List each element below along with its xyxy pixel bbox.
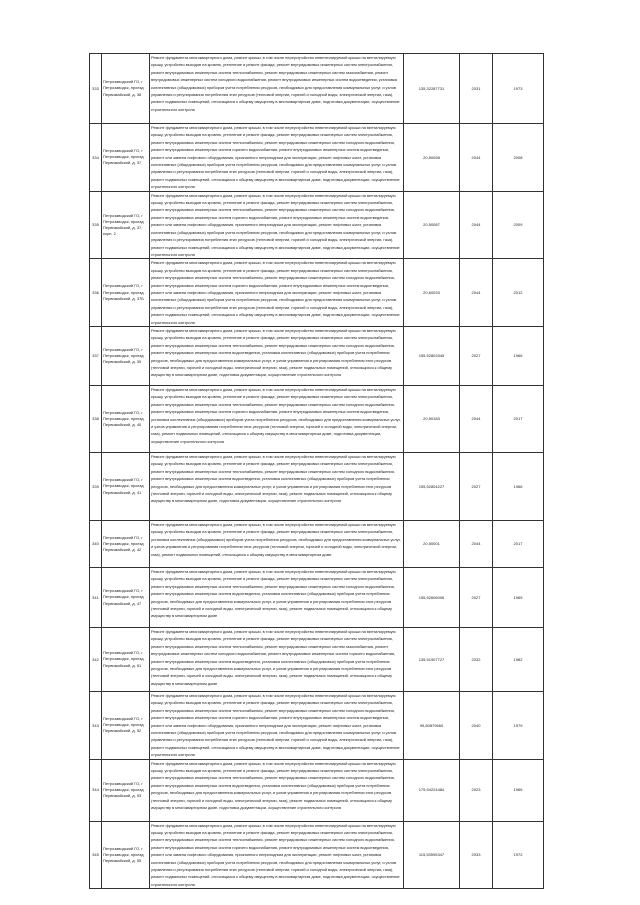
row-number-cell: 339 xyxy=(90,452,102,520)
work-list-cell: Ремонт фундамента многоквартирного дома, ремонт крыши, в том числе переустройство невентилируемой крыши на вентилируемую крышу, устройство выходов на кровлю, утепление и ремонт фасада, ремонт внутридомовых инженерных систем электроснабжения, ремонт внутридомовых инженерных систем теплоснабжения, ремонт внутридомовых инженерных систем холодного водоснабжения, ремонт внутридомовых инженерных систем водоотведения, установка коллективных (общедомовых) приборов учета потребления ресурсов, необходимых для предоставления коммунальных услуг, и узлов управления и регулирования потребления этих ресурсов (тепловой энергии, горячей и холодной воды, электрической энергии, газа), ремонт подвальных помещений, относящихся к общему имуществу в многоквартирном доме, подготовка документации, осуществление строительного контроля xyxy=(150,452,404,520)
row-number-cell: 343 xyxy=(90,691,102,759)
cost-value-cell: 95,80879660 xyxy=(404,691,460,759)
cost-value-cell: 20,50087 xyxy=(404,191,460,259)
built-year-cell: 1966 xyxy=(493,759,544,821)
address-cell: Петрозаводский ГО, г Петрозаводск, проезд Первомайский, д. 39 xyxy=(102,326,150,385)
work-list-cell: Ремонт фундамента многоквартирного дома, ремонт крыши, в том числе переустройство невентилируемой крыши на вентилируемую крышу, устройство выходов на кровлю, утепление и ремонт фасада, ремонт внутридомовых инженерных систем электроснабжения, ремонт внутридомовых инженерных систем теплоснабжения, ремонт внутридомовых инженерных систем холодного водоснабжения, ремонт внутридомовых инженерных систем горячего водоснабжения, ремонт внутридомовых инженерных систем водоотведения, ремонт или замена лифтового оборудования, признанного непригодным для эксплуатации, ремонт лифтовых шахт, установка коллективных (общедомовых) приборов учета потребления ресурсов, необходимых для предоставления коммунальных услуг, и узлов управления и регулирования потребления этих ресурсов (тепловой энергии, горячей и холодной воды, электрической энергии, газа), ремонт подвальных помещений, относящихся к общему имуществу в многоквартирном доме, подготовка документации, осуществление строительного контроля xyxy=(150,259,404,327)
work-list-cell: Ремонт фундамента многоквартирного дома, ремонт крыши, в том числе переустройство невентилируемой крыши на вентилируемую крышу, устройство выходов на кровлю, утепление и ремонт фасада, ремонт внутридомовых инженерных систем электроснабжения, ремонт внутридомовых инженерных систем теплоснабжения, ремонт внутридомовых инженерных систем холодного водоснабжения, ремонт внутридомовых инженерных систем горячего водоснабжения, ремонт внутридомовых инженерных систем водоотведения, ремонт или замена лифтового оборудования, признанного непригодным для эксплуатации, ремонт лифтовых шахт, установка коллективных (общедомовых) приборов учета потребления ресурсов, необходимых для предоставления коммунальных услуг, и узлов управления и регулирования потребления этих ресурсов (тепловой энергии, горячей и холодной воды, электрической энергии, газа), ремонт подвальных помещений, относящихся к общему имуществу в многоквартирном доме, подготовка документации, осуществление строительного контроля xyxy=(150,821,404,889)
built-year-cell: 2017 xyxy=(493,385,544,452)
cost-value-cell: 175,54224484 xyxy=(404,759,460,821)
cost-value-cell: 20,50058 xyxy=(404,124,460,192)
built-year-cell: 2008 xyxy=(493,124,544,192)
address-cell: Петрозаводский ГО, г Петрозаводск, проезд Первомайский, д. 55 xyxy=(102,821,150,889)
work-list-cell: Ремонт фундамента многоквартирного дома, ремонт крыши, в том числе переустройство невентилируемой крыши на вентилируемую крышу, устройство выходов на кровлю, утепление и ремонт фасада, ремонт внутридомовых инженерных систем электроснабжения, ремонт внутридомовых инженерных систем теплоснабжения, ремонт внутридомовых инженерных систем холодного водоснабжения, ремонт внутридомовых инженерных систем водоотведения, установка коллективных (общедомовых) приборов учета потребления ресурсов, необходимых для предоставления коммунальных услуг, и узлов управления и регулирования потребления этих ресурсов (тепловой энергии, горячей и холодной воды, электрической энергии, газа), ремонт подвальных помещений, относящихся к общему имуществу в многоквартирном доме xyxy=(150,567,404,627)
built-year-cell: 1982 xyxy=(493,627,544,691)
address-cell: Петрозаводский ГО, г Петрозаводск, проезд Первомайский, д. 52 xyxy=(102,691,150,759)
cost-value-cell: 20,50183 xyxy=(404,385,460,452)
built-year-cell: 1979 xyxy=(493,691,544,759)
work-list-cell: Ремонт фундамента многоквартирного дома, ремонт крыши, в том числе переустройство невентилируемой крыши на вентилируемую крышу, устройство выходов на кровлю, утепление и ремонт фасада, ремонт внутридомовых инженерных систем электроснабжения, ремонт внутридомовых инженерных систем теплоснабжения, ремонт внутридомовых инженерных систем холодного водоснабжения, ремонт внутридомовых инженерных систем горячего водоснабжения, ремонт внутридомовых инженерных систем водоотведения, установка коллективных (общедомовых) приборов учета потребления ресурсов, необходимых для предоставления коммунальных услуг, и узлов управления и регулирования потребления этих ресурсов (тепловой энергии, горячей и холодной воды, электрической энергии, газа), ремонт подвальных помещений, относящихся к общему имуществу в многоквартирном доме, подготовка документации, осуществление строительного контроля xyxy=(150,385,404,452)
table-row xyxy=(90,520,544,567)
cost-value-cell: 20,60033 xyxy=(404,259,460,327)
table-row xyxy=(90,759,544,821)
table-row xyxy=(90,259,544,327)
table-row xyxy=(90,191,544,259)
cost-value-cell: 115,53595347 xyxy=(404,821,460,889)
planned-year-cell: 2027 xyxy=(460,452,493,520)
built-year-cell: 1973 xyxy=(493,54,544,124)
table-row xyxy=(90,124,544,192)
table-row xyxy=(90,54,544,124)
work-list-cell: Ремонт фундамента многоквартирного дома, ремонт крыши, в том числе переустройство невентилируемой крыши на вентилируемую крышу, устройство выходов на кровлю, утепление и ремонт фасада, ремонт внутридомовых инженерных систем электроснабжения, ремонт внутридомовых инженерных систем теплоснабжения, ремонт внутридомовых инженерных систем холодного водоснабжения, ремонт внутридомовых инженерных систем горячего водоснабжения, ремонт внутридомовых инженерных систем водоотведения, ремонт или замена лифтового оборудования, признанного непригодным для эксплуатации, ремонт лифтовых шахт, установка коллективных (общедомовых) приборов учета потребления ресурсов, необходимых для предоставления коммунальных услуг, и узлов управления и регулирования потребления этих ресурсов (тепловой энергии, горячей и холодной воды, электрической энергии, газа), ремонт подвальных помещений, относящихся к общему имуществу в многоквартирном доме, подготовка документации, осуществление строительного контроля xyxy=(150,691,404,759)
address-cell: Петрозаводский ГО, г Петрозаводск, проезд Первомайский, д. 41 xyxy=(102,452,150,520)
built-year-cell: 1966 xyxy=(493,452,544,520)
planned-year-cell: 2023 xyxy=(460,759,493,821)
address-cell: Петрозаводский ГО, г Петрозаводск, проезд Первомайский, д. 37 xyxy=(102,124,150,192)
table-row xyxy=(90,821,544,889)
row-number-cell: 345 xyxy=(90,821,102,889)
planned-year-cell: 2044 xyxy=(460,191,493,259)
work-list-cell: Ремонт фундамента многоквартирного дома, ремонт крыши, в том числе переустройство невентилируемой крыши на вентилируемую крышу, устройство выходов на кровлю, утепление и ремонт фасада, ремонт внутридомовых инженерных систем электроснабжения, ремонт внутридомовых инженерных систем теплоснабжения, ремонт внутридомовых инженерных систем холодного водоснабжения, ремонт внутридомовых инженерных систем горячего водоснабжения, ремонт внутридомовых инженерных систем водоотведения, ремонт или замена лифтового оборудования, признанного непригодным для эксплуатации, ремонт лифтовых шахт, установка коллективных (общедомовых) приборов учета потребления ресурсов, необходимых для предоставления коммунальных услуг, и узлов управления и регулирования потребления этих ресурсов (тепловой энергии, горячей и холодной воды, электрической энергии, газа), ремонт подвальных помещений, относящихся к общему имуществу в многоквартирном доме, подготовка документации, осуществление строительного контроля xyxy=(150,124,404,192)
table-row xyxy=(90,326,544,385)
row-number-cell: 344 xyxy=(90,759,102,821)
built-year-cell: 2017 xyxy=(493,520,544,567)
built-year-cell: 1966 xyxy=(493,326,544,385)
planned-year-cell: 2031 xyxy=(460,54,493,124)
planned-year-cell: 2033 xyxy=(460,821,493,889)
address-cell: Петрозаводский ГО, г Петрозаводск, проезд Первомайский, д. 53 xyxy=(102,759,150,821)
row-number-cell: 338 xyxy=(90,385,102,452)
row-number-cell: 340 xyxy=(90,520,102,567)
work-list-cell: Ремонт фундамента многоквартирного дома, ремонт крыши, в том числе переустройство невентилируемой крыши на вентилируемую крышу, устройство выходов на кровлю, утепление и ремонт фасада, ремонт внутридомовых инженерных систем электроснабжения, ремонт внутридомовых инженерных систем теплоснабжения, ремонт внутридомовых инженерных систем газоснабжения, ремонт внутридомовых инженерных систем холодного водоснабжения, ремонт внутридомовых инженерных систем водоотведения, установка коллективных (общедомовых) приборов учета потребления ресурсов, необходимых для предоставления коммунальных услуг, и узлов управления и регулирования потребления этих ресурсов (тепловой энергии, горячей и холодной воды, электрической энергии, газа), ремонт подвальных помещений, относящихся к общему имуществу в многоквартирном доме, подготовка документации, осуществление строительного контроля xyxy=(150,54,404,124)
work-list-cell: Ремонт фундамента многоквартирного дома, ремонт крыши, в том числе переустройство невентилируемой крыши на вентилируемую крышу, устройство выходов на кровлю, утепление и ремонт фасада, ремонт внутридомовых инженерных систем электроснабжения, ремонт внутридомовых инженерных систем теплоснабжения, ремонт внутридомовых инженерных систем газоснабжения, ремонт внутридомовых инженерных систем холодного водоснабжения, ремонт внутридомовых инженерных систем горячего водоснабжения, ремонт внутридомовых инженерных систем водоотведения, установка коллективных (общедомовых) приборов учета потребления ресурсов, необходимых для предоставления коммунальных услуг, и узлов управления и регулирования потребления этих ресурсов (тепловой энергии, горячей и холодной воды, электрической энергии, газа), ремонт подвальных помещений, относящихся к общему имуществу в многоквартирном доме xyxy=(150,627,404,691)
row-number-cell: 341 xyxy=(90,567,102,627)
row-number-cell: 334 xyxy=(90,124,102,192)
address-cell: Петрозаводский ГО, г Петрозаводск, проезд Первомайский, д. 42 xyxy=(102,520,150,567)
work-list-cell: Ремонт фундамента многоквартирного дома, ремонт крыши, в том числе переустройство невентилируемой крыши на вентилируемую крышу, устройство выходов на кровлю, утепление и ремонт фасада, ремонт внутридомовых инженерных систем электроснабжения, ремонт внутридомовых инженерных систем теплоснабжения, ремонт внутридомовых инженерных систем холодного водоснабжения, ремонт внутридомовых инженерных систем горячего водоснабжения, ремонт внутридомовых инженерных систем водоотведения, ремонт или замена лифтового оборудования, признанного непригодным для эксплуатации, ремонт лифтовых шахт, установка коллективных (общедомовых) приборов учета потребления ресурсов, необходимых для предоставления коммунальных услуг, и узлов управления и регулирования потребления этих ресурсов (тепловой энергии, горячей и холодной воды, электрической энергии, газа), ремонт подвальных помещений, относящихся к общему имуществу в многоквартирном доме, подготовка документации, осуществление строительного контроля xyxy=(150,191,404,259)
address-cell: Петрозаводский ГО, г Петрозаводск, проезд Первомайский, д. 40 xyxy=(102,385,150,452)
table-row xyxy=(90,452,544,520)
planned-year-cell: 2027 xyxy=(460,326,493,385)
address-cell: Петрозаводский ГО, г Петрозаводск, проезд Первомайский, д. 51 xyxy=(102,627,150,691)
address-cell: Петрозаводский ГО, г Петрозаводск, проезд Первомайский, д. 37Б xyxy=(102,259,150,327)
row-number-cell: 336 xyxy=(90,259,102,327)
cost-value-cell: 135,32287731 xyxy=(404,54,460,124)
cost-value-cell: 135,51907727 xyxy=(404,627,460,691)
cost-value-cell: 20,50001 xyxy=(404,520,460,567)
planned-year-cell: 2044 xyxy=(460,520,493,567)
built-year-cell: 2009 xyxy=(493,191,544,259)
work-list-cell: Ремонт фундамента многоквартирного дома, ремонт крыши, в том числе переустройство невентилируемой крыши на вентилируемую крышу, устройство выходов на кровлю, утепление и ремонт фасада, ремонт внутридомовых инженерных систем электроснабжения, установка коллективных (общедомовых) приборов учета потребления ресурсов, необходимых для предоставления коммунальных услуг, и узлов управления и регулирования потребления этих ресурсов (тепловой энергии, горячей и холодной воды, электрической энергии, газа), ремонт подвальных помещений, относящихся к общему имуществу в многоквартирном доме xyxy=(150,520,404,567)
built-year-cell: 1965 xyxy=(493,567,544,627)
row-number-cell: 333 xyxy=(90,54,102,124)
planned-year-cell: 2044 xyxy=(460,124,493,192)
planned-year-cell: 2032 xyxy=(460,627,493,691)
planned-year-cell: 2044 xyxy=(460,385,493,452)
built-year-cell: 2012 xyxy=(493,259,544,327)
row-number-cell: 342 xyxy=(90,627,102,691)
table-row xyxy=(90,627,544,691)
capital-repair-table xyxy=(89,53,544,889)
planned-year-cell: 2040 xyxy=(460,691,493,759)
table-row xyxy=(90,567,544,627)
planned-year-cell: 2044 xyxy=(460,259,493,327)
cost-value-cell: 155,52606006 xyxy=(404,567,460,627)
address-cell: Петрозаводский ГО, г Петрозаводск, проезд Первомайский, д. 37, корп. 2 xyxy=(102,191,150,259)
cost-value-cell: 155,52803345 xyxy=(404,326,460,385)
table-body xyxy=(90,54,544,889)
row-number-cell: 335 xyxy=(90,191,102,259)
cost-value-cell: 155,52804227 xyxy=(404,452,460,520)
address-cell: Петрозаводский ГО, г Петрозаводск, проезд Первомайский, д. 47 xyxy=(102,567,150,627)
table-row xyxy=(90,385,544,452)
work-list-cell: Ремонт фундамента многоквартирного дома, ремонт крыши, в том числе переустройство невентилируемой крыши на вентилируемую крышу, устройство выходов на кровлю, утепление и ремонт фасада, ремонт внутридомовых инженерных систем электроснабжения, ремонт внутридомовых инженерных систем теплоснабжения, ремонт внутридомовых инженерных систем холодного водоснабжения, ремонт внутридомовых инженерных систем водоотведения, установка коллективных (общедомовых) приборов учета потребления ресурсов, необходимых для предоставления коммунальных услуг, и узлов управления и регулирования потребления этих ресурсов (тепловой энергии, горячей и холодной воды, электрической энергии, газа), ремонт подвальных помещений, относящихся к общему имуществу в многоквартирном доме, подготовка документации, осуществление строительного контроля xyxy=(150,326,404,385)
built-year-cell: 1972 xyxy=(493,821,544,889)
row-number-cell: 337 xyxy=(90,326,102,385)
table-row xyxy=(90,691,544,759)
work-list-cell: Ремонт фундамента многоквартирного дома, ремонт крыши, в том числе переустройство невентилируемой крыши на вентилируемую крышу, устройство выходов на кровлю, утепление и ремонт фасада, ремонт внутридомовых инженерных систем электроснабжения, ремонт внутридомовых инженерных систем теплоснабжения, ремонт внутридомовых инженерных систем холодного водоснабжения, ремонт внутридомовых инженерных систем водоотведения, установка коллективных (общедомовых) приборов учета потребления ресурсов, необходимых для предоставления коммунальных услуг, и узлов управления и регулирования потребления этих ресурсов (тепловой энергии, горячей и холодной воды, электрической энергии, газа), ремонт подвальных помещений, относящихся к общему имуществу в многоквартирном доме, подготовка документации, осуществление строительного контроля xyxy=(150,759,404,821)
planned-year-cell: 2027 xyxy=(460,567,493,627)
address-cell: Петрозаводский ГО, г Петрозаводск, проезд Первомайский, д. 36 xyxy=(102,54,150,124)
